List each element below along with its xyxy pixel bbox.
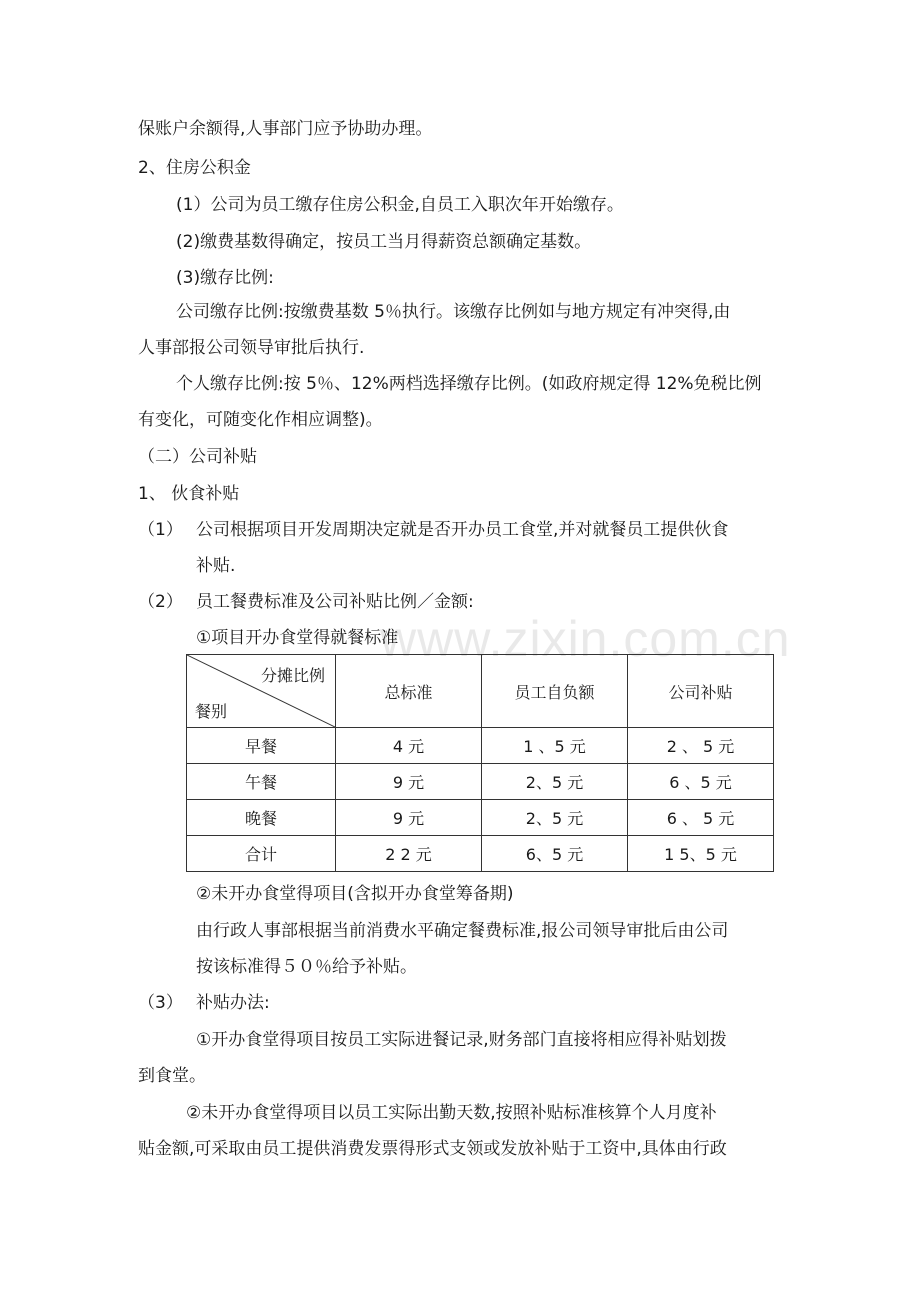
table-header-row: [187, 655, 774, 728]
text-line: 按该标准得５０％给予补贴。: [196, 957, 417, 977]
text-line: 人事部报公司领导审批后执行.: [138, 338, 365, 358]
text-line: 补贴办法:: [196, 993, 270, 1013]
item-number: （3）: [138, 993, 183, 1013]
meal-cell: 午餐: [187, 764, 336, 800]
text-line: 公司缴存比例:按缴费基数 5％执行。该缴存比例如与地方规定有冲突得,由: [176, 302, 731, 322]
text-line: 保账户余额得,人事部门应予协助办理。: [138, 119, 433, 139]
table-row: [187, 800, 774, 836]
section-heading: 1、 伙食补贴: [138, 484, 240, 504]
text-line: 补贴.: [196, 556, 236, 576]
self-pay-cell: 2、5 元: [482, 800, 628, 836]
item-number: （2）: [138, 592, 183, 612]
text-line: ②未开办食堂得项目(含拟开办食堂筹备期): [196, 884, 514, 904]
self-pay-cell: 1 、5 元: [482, 728, 628, 764]
column-header: 总标准: [336, 655, 482, 728]
meal-cell: 晚餐: [187, 800, 336, 836]
total-cell: 2 2 元: [336, 836, 482, 872]
watermark: www.zixin.com.cn: [380, 611, 791, 667]
text-line: ②未开办食堂得项目以员工实际出勤天数,按照补贴标准核算个人月度补: [186, 1103, 717, 1123]
text-line: (3)缴存比例:: [176, 268, 274, 288]
section-heading: 2、住房公积金: [138, 158, 251, 178]
self-pay-cell: 2、5 元: [482, 764, 628, 800]
text-line: 贴金额,可采取由员工提供消费发票得形式支领或发放补贴于工资中,具体由行政: [138, 1139, 727, 1159]
table-row-total: [187, 836, 774, 872]
company-subsidy-cell: 1 5、5 元: [628, 836, 774, 872]
self-pay-cell: 6、5 元: [482, 836, 628, 872]
total-cell: 4 元: [336, 728, 482, 764]
diag-top-label: 分摊比例: [260, 666, 325, 685]
text-line: (2)缴费基数得确定，按员工当月得薪资总额确定基数。: [176, 232, 592, 252]
company-subsidy-cell: 6 、 5 元: [628, 800, 774, 836]
total-cell: 9 元: [336, 800, 482, 836]
text-line: ①开办食堂得项目按员工实际进餐记录,财务部门直接将相应得补贴划拨: [196, 1030, 727, 1050]
section-heading: （二）公司补贴: [138, 447, 257, 467]
text-line: 个人缴存比例:按 5％、12%两档选择缴存比例。(如政府规定得 12%免税比例: [176, 374, 762, 394]
company-subsidy-cell: 6 、5 元: [628, 764, 774, 800]
item-number: （1）: [138, 520, 183, 540]
column-header: 公司补贴: [628, 655, 774, 728]
column-header: 员工自负额: [482, 655, 628, 728]
text-line: 员工餐费标准及公司补贴比例／金额:: [196, 592, 474, 612]
diag-bottom-label: 餐别: [195, 702, 228, 721]
table-row: [187, 764, 774, 800]
diagonal-header-cell: [187, 655, 336, 728]
text-line: 由行政人事部根据当前消费水平确定餐费标准,报公司领导审批后由公司: [196, 921, 729, 941]
total-cell: 9 元: [336, 764, 482, 800]
text-line: 有变化，可随变化作相应调整)。: [138, 410, 383, 430]
table-caption: ①项目开办食堂得就餐标准: [196, 628, 399, 648]
table-row: [187, 728, 774, 764]
text-line: 公司根据项目开发周期决定就是否开办员工食堂,并对就餐员工提供伙食: [196, 520, 729, 540]
meal-cell: 早餐: [187, 728, 336, 764]
text-line: 到食堂。: [138, 1066, 206, 1086]
text-line: (1）公司为员工缴存住房公积金,自员工入职次年开始缴存。: [176, 195, 624, 215]
meal-cell: 合计: [187, 836, 336, 872]
company-subsidy-cell: 2 、 5 元: [628, 728, 774, 764]
meal-standard-table: [186, 654, 774, 872]
